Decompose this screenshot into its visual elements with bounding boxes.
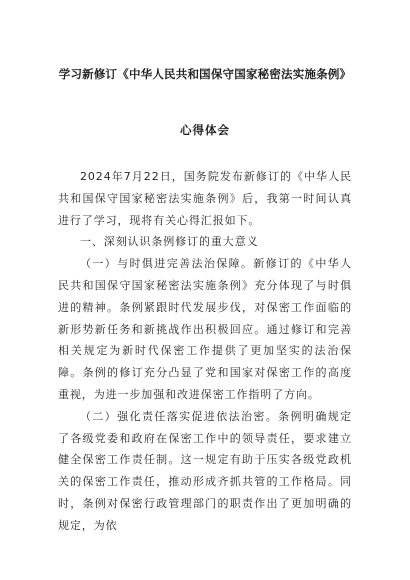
section-1-paragraph-2: （二）强化责任落实促进依法治密。条例明确规定了各级党委和政府在保密工作中的领导责任，要求建立健全保密工作责任制。这一规定有助于压实各级党政机关的保密工作责任，推动形成齐抓共管的工作格局。同时，条例对保密行政管理部门的职责作出了更加明确的规定，为依 [58,409,352,532]
section-heading-1: 一、深刻认识条例修订的重大意义 [80,235,259,249]
section-1-paragraph-1: （一）与时俱进完善法治保障。新修订的《中华人民共和国保守国家秘密法实施条例》充分体现了与时俱进的精神。条例紧跟时代发展步伐，对保密工作面临的新形势新任务和新挑战作出积极回应。通过修订和完善相关规定为新时代保密工作提供了更加坚实的法治保障。条例的修订充分凸显了党和国家对保密工作的高度重视，为进一步加强和改进保密工作指明了方向。 [58,257,352,401]
document-subtitle: 心得体会 [180,123,230,137]
document-body [58,166,352,537]
intro-paragraph: 2024年7月22日，国务院发布新修订的《中华人民共和国保守国家秘密法实施条例》后，我第一时间认真进行了学习，现将有关心得汇报如下。 [58,170,352,227]
document-title: 学习新修订《中华人民共和国保守国家秘密法实施条例》 [58,67,352,81]
